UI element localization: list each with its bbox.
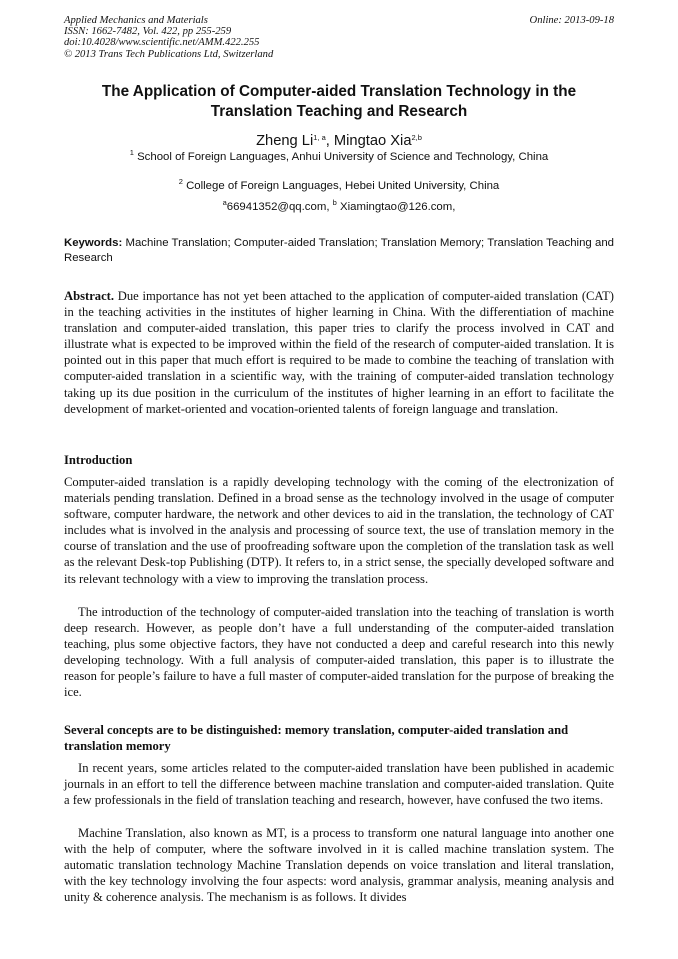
author-affiliation-mark: 2,b — [411, 133, 422, 142]
email-address: Xiamingtao@126.com, — [336, 201, 456, 213]
doi-line: doi:10.4028/www.scientific.net/AMM.422.255 — [64, 37, 260, 49]
abstract-label: Abstract. — [64, 289, 115, 303]
author-name: Zheng Li — [256, 133, 314, 149]
paragraph: Computer-aided translation is a rapidly developing technology with the coming of the electronization of materials pending translation. Defined in a broad sense as the technology involved in the usage of computer software, computer hardware, the network and other devices to aid in the translation, the technology of CAT includes what is involved in the analysis and processing of source text, the use of translation memory in the course of translation and the use of proofreading software upon the completion of the translation task as well as the relevant Desk-top Publishing (DTP). It refers to, in a strict sense, the specially developed software and its relevant technology with a view to improving the translation process. — [64, 475, 614, 586]
author-name: Mingtao Xia — [333, 133, 412, 149]
paragraph: Machine Translation, also known as MT, is a process to transform one natural language into another one with the help of computer, where the software involved in it is called machine translation system. The automatic translation technology Machine Translation depends on voice translation and literal translation, with the key technology involving the four aspects: word analysis, grammar analysis, meaning analysis and unity & coherence analysis. The mechanism is as follows. It divides — [64, 826, 614, 905]
journal-name: Applied Mechanics and Materials — [64, 15, 208, 26]
copyright-line: © 2013 Trans Tech Publications Ltd, Switzerland — [64, 48, 274, 60]
affiliation-text: College of Foreign Languages, Hebei United University, China — [186, 180, 500, 192]
issn-line: ISSN: 1662-7482, Vol. 422, pp 255-259 — [64, 26, 232, 38]
affiliation-text: School of Foreign Languages, Anhui University of Science and Technology, China — [137, 151, 549, 163]
email-mark: b — [332, 198, 337, 207]
email-mark: a — [222, 198, 227, 207]
email-line — [64, 198, 614, 213]
affiliation-number: 1 — [129, 148, 134, 157]
journal-header — [64, 15, 614, 60]
abstract-block — [64, 288, 614, 417]
keywords-label: Keywords: — [64, 237, 123, 249]
author-line — [64, 133, 614, 149]
abstract-text: Due importance has not yet been attached to the application of computer-aided translation (CAT) in the teaching activities in the institutes of higher learning in China. With the differentiation of machine translation and computer-aided translation, this paper tries to clarify the process involved in CAT and illustrate what is expected to be improved within the field of the research of computer-aided translation. It is pointed out in this paper that much effort is required to be made to combine the teaching of translation with computer-aided translation in a scientific way, with the training of computer-aided translation technology taking up its due position in the curriculum of the institutes of higher learning in an effort to facilitate the development of market-oriented and vocation-oriented talents of foreign language and translation. — [64, 289, 614, 416]
author-affiliation-mark: 1, a — [313, 133, 326, 142]
keywords-text: Machine Translation; Computer-aided Translation; Translation Memory; Translation Teaching and Research — [64, 237, 614, 264]
keywords-block — [64, 236, 614, 266]
email-address: 66941352@qq.com, — [226, 201, 333, 213]
author-separator: , — [325, 133, 334, 149]
online-date: Online: 2013-09-18 — [529, 15, 614, 26]
paper-title: The Application of Computer-aided Translation Technology in the Translation Teaching and Research — [101, 83, 577, 120]
section-heading-introduction: Introduction — [64, 453, 133, 467]
affiliation-number: 2 — [178, 177, 183, 186]
section-heading-concepts: Several concepts are to be distinguished: memory translation, computer-aided translation and translation memory — [64, 723, 569, 754]
paragraph: The introduction of the technology of computer-aided translation into the teaching of translation is worth deep research. However, as people don’t have a full understanding of the computer-aided translation teaching, plus some objective factors, they have not conducted a deep and careful research into this newly developing technology. With a full analysis of computer-aided translation, this paper is to illustrate the reason for people’s failure to have a full master of computer-aided translation for the purpose of breaking the ice. — [64, 605, 614, 700]
affiliation-2 — [64, 177, 614, 192]
paragraph: In recent years, some articles related to the computer-aided translation have been published in academic journals in an effort to tell the difference between machine translation and computer-aided translation. Quite a few professionals in the field of translation teaching and research, however, have confused the two items. — [64, 761, 614, 808]
affiliation-1 — [64, 148, 614, 163]
